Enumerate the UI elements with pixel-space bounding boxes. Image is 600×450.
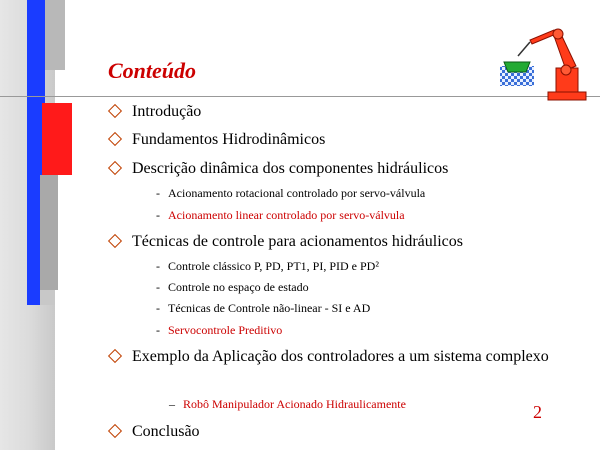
list-item-label: Fundamentos Hidrodinâmicos [132, 131, 326, 148]
hydraulic-robot-icon [496, 22, 600, 102]
slide-title: Conteúdo [108, 58, 197, 83]
diamond-bullet-icon [108, 349, 122, 363]
list-item-label: Exemplo da Aplicação dos controladores a um sistema complexo [132, 348, 549, 365]
diamond-bullet-icon [108, 424, 122, 438]
decor-grey-block [40, 175, 58, 290]
diamond-bullet-icon [108, 132, 122, 146]
list-item-descricao [132, 157, 562, 181]
sub-item: - Servocontrole Preditivo [156, 323, 283, 337]
sub-item: - Controle no espaço de estado [156, 280, 309, 294]
list-item-fundamentos [132, 128, 562, 152]
sub-item: - Acionamento linear controlado por servo-válvula [156, 208, 405, 222]
list-item-label: Conclusão [132, 423, 200, 440]
list-item-conclusao [132, 420, 562, 444]
diamond-bullet-icon [108, 104, 122, 118]
sub-item-label: Controle no espaço de estado [168, 280, 309, 294]
sub-item: - Controle clássico P, PD, PT1, PI, PID e PD² [156, 259, 379, 273]
list-item-label: Técnicas de controle para acionamentos hidráulicos [132, 233, 463, 250]
decor-grey-square [40, 290, 55, 305]
list-item-label: Introdução [132, 103, 202, 120]
sub-item: - Acionamento rotacional controlado por servo-válvula [156, 186, 426, 200]
sub-item-label: Técnicas de Controle não-linear - SI e AD [168, 301, 371, 315]
sub-item: – Robô Manipulador Acionado Hidraulicamente [169, 397, 406, 411]
list-item-tecnicas [132, 230, 562, 254]
decor-red-block [42, 103, 72, 175]
diamond-bullet-icon [108, 161, 122, 175]
list-item-introducao [132, 100, 562, 124]
sub-item-label: Acionamento linear controlado por servo-válvula [168, 208, 405, 222]
sub-item-label: Controle clássico P, PD, PT1, PI, PID e PD² [168, 259, 379, 273]
list-item-label: Descrição dinâmica dos componentes hidráulicos [132, 160, 449, 177]
sub-item: - Técnicas de Controle não-linear - SI e AD [156, 301, 371, 315]
page-number: 2 [533, 402, 542, 422]
sub-item-label: Robô Manipulador Acionado Hidraulicamente [183, 397, 406, 411]
sub-item-label: Servocontrole Preditivo [168, 323, 283, 337]
sub-item-label: Acionamento rotacional controlado por servo-válvula [168, 186, 426, 200]
list-item-exemplo [132, 345, 562, 369]
diamond-bullet-icon [108, 234, 122, 248]
